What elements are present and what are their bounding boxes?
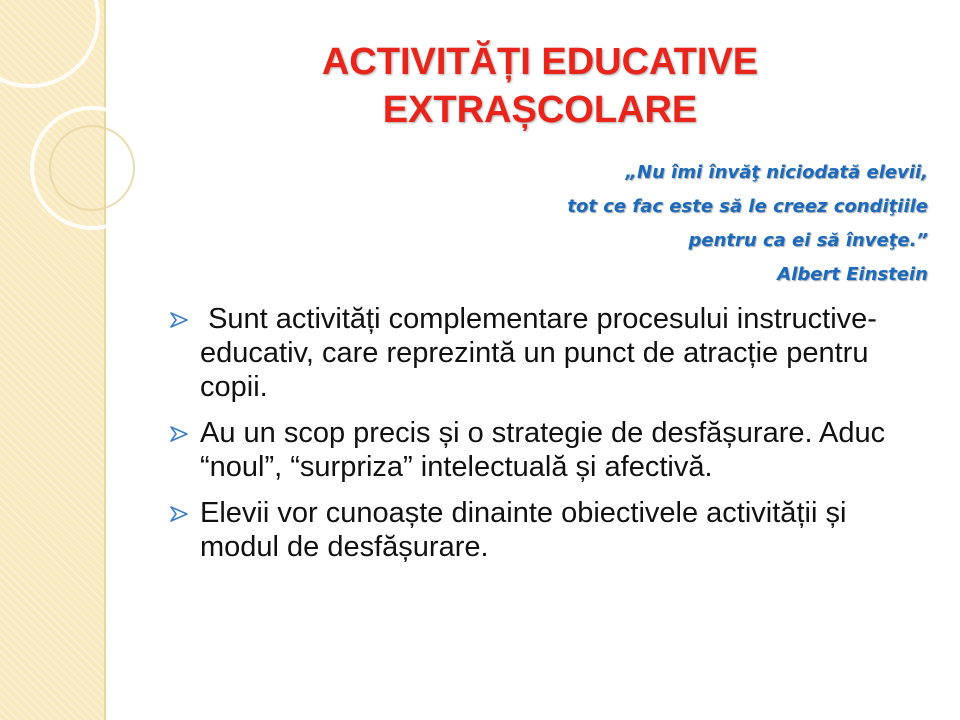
bullet-text-1: Sunt activități complementare procesului instructive-educativ, care reprezintă un punct de atracție pentru copii.: [200, 303, 877, 403]
bullet-list: [170, 302, 930, 576]
bullet-text-2: Au un scop precis și o strategie de desfășurare. Aduc “noul”, “surpriza” intelectuală și afectivă.: [200, 417, 886, 483]
quote-line-1: „Nu îmi învăţ niciodată elevii,: [625, 162, 928, 183]
arrow-bullet-icon: [170, 426, 188, 442]
bullet-item-1: [170, 302, 930, 404]
quote-line-3: pentru ca ei să înveţe.”: [688, 230, 928, 251]
arrow-bullet-icon: [170, 506, 188, 522]
title-line-2: EXTRAȘCOLARE: [382, 89, 698, 131]
bullet-item-3: [170, 496, 930, 564]
bullet-text-3: Elevii vor cunoaște dinainte obiectivele activității și modul de desfășurare.: [200, 497, 847, 563]
quote-author: Albert Einstein: [777, 264, 928, 285]
decorative-circles-icon: [0, 0, 140, 260]
quote-line-2: tot ce fac este să le creez condiţiile: [567, 196, 928, 217]
title-line-1: ACTIVITĂȚI EDUCATIVE: [321, 41, 759, 83]
slide-title: [140, 38, 940, 134]
arrow-bullet-icon: [170, 312, 188, 328]
bullet-item-2: [170, 416, 930, 484]
einstein-quote: [368, 156, 928, 292]
